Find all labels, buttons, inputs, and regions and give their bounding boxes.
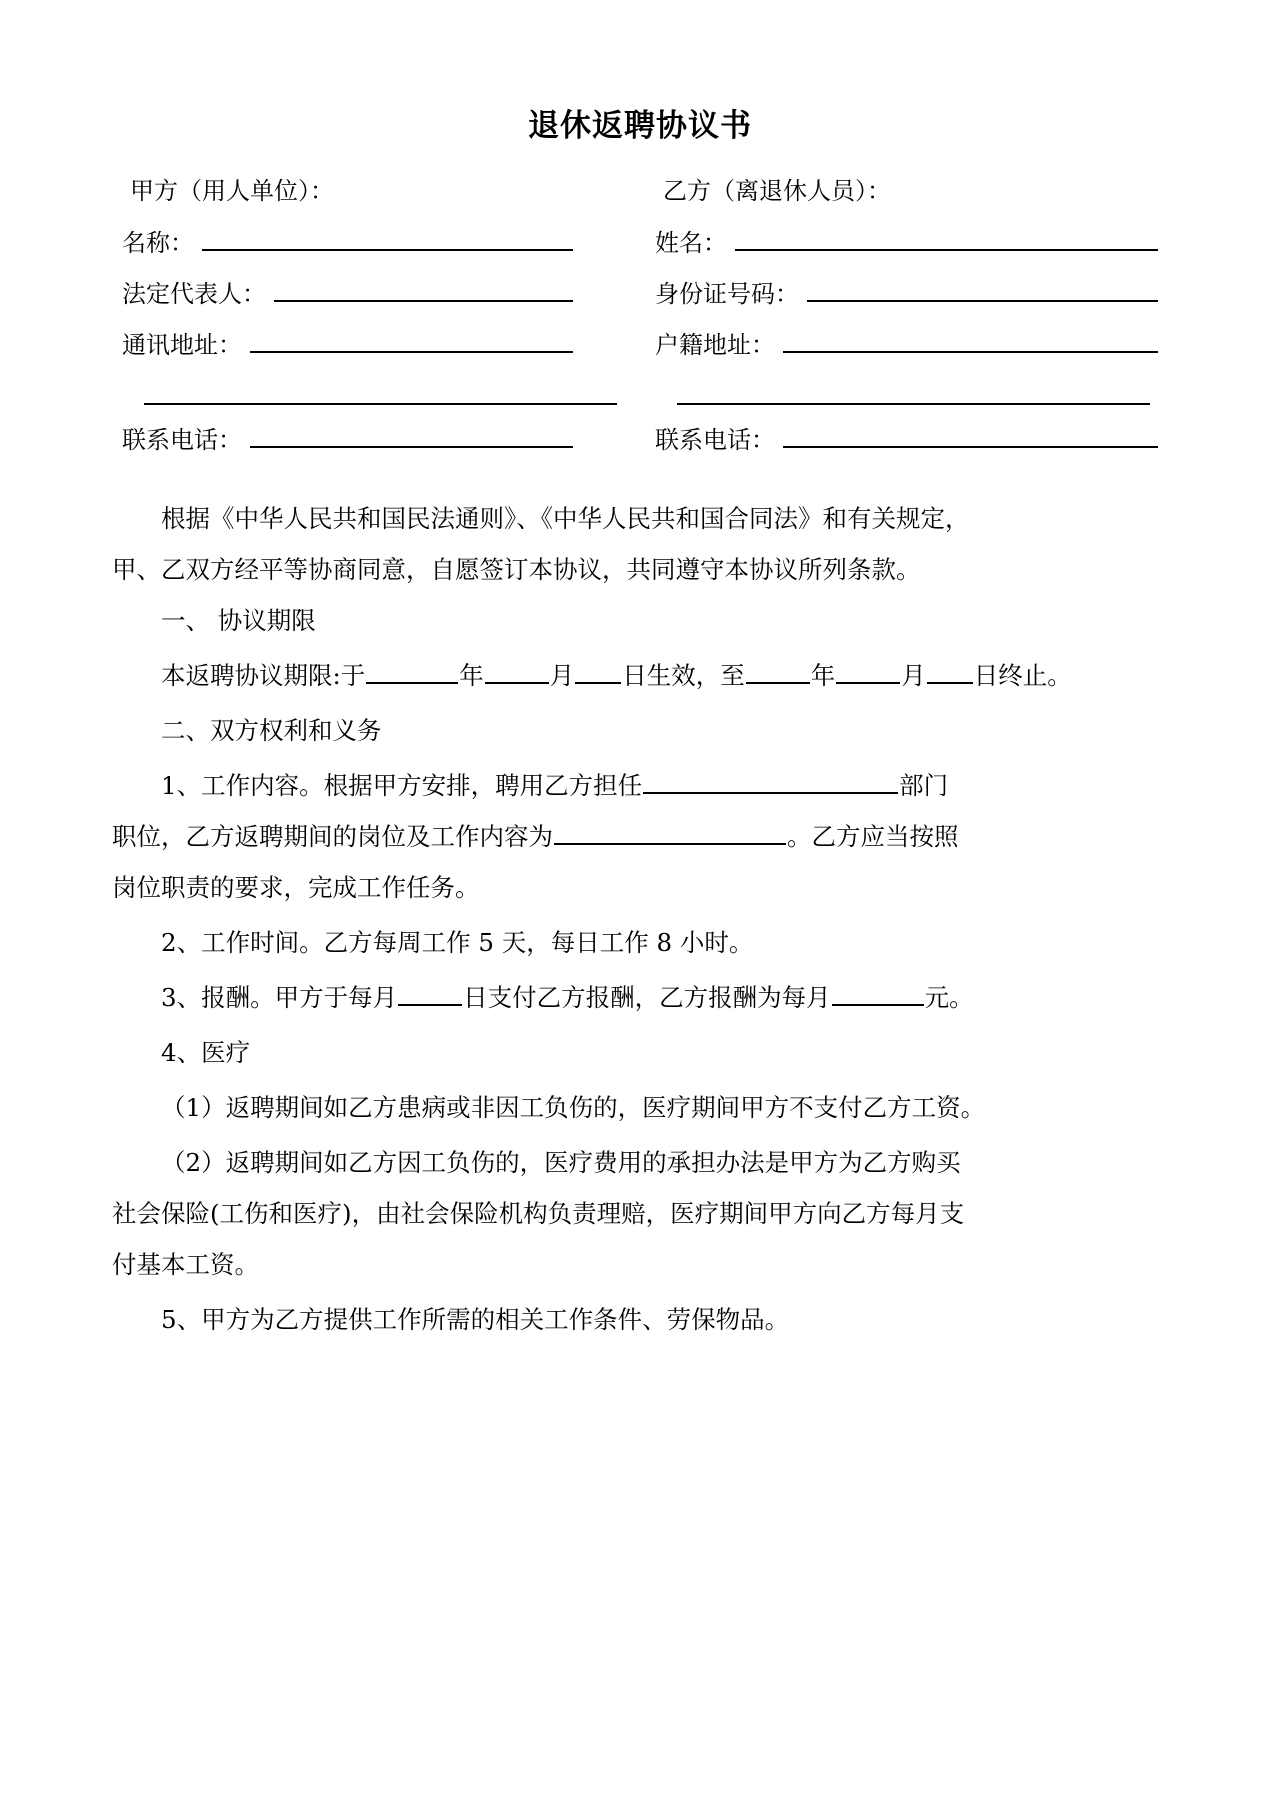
clause-1-line-2	[112, 812, 1168, 861]
party-b-name-field	[635, 227, 1168, 259]
household-address-input[interactable]	[783, 329, 1158, 353]
clause-4-sub-2-line-3: 付基本工资。	[112, 1250, 259, 1280]
section-2-heading: 二、双方权利和义务	[161, 716, 382, 746]
mailing-address-label: 通讯地址：	[122, 331, 242, 360]
mailing-address-field	[112, 329, 635, 361]
page-title: 退休返聘协议书	[528, 108, 752, 144]
clause-1-text-b: 部门	[899, 771, 949, 801]
start-year-input[interactable]	[366, 656, 458, 684]
id-number-label: 身份证号码：	[655, 279, 799, 308]
party-a-name-label: 名称：	[122, 228, 194, 257]
pay-day-input[interactable]	[398, 978, 462, 1006]
clause-1-text-e: 岗位职责的要求，完成工作任务。	[112, 873, 480, 903]
party-b-heading: 乙方（离退休人员）：	[663, 177, 891, 206]
clause-4-sub-2-line-1: （2）返聘期间如乙方因工负伤的，医疗费用的承担办法是甲方为乙方购买	[161, 1148, 961, 1178]
parties-block	[112, 175, 1168, 456]
job-content-input[interactable]	[554, 817, 786, 845]
field-row-name	[112, 227, 1168, 259]
clause-1-line-1	[112, 761, 1168, 810]
id-number-field	[635, 278, 1168, 310]
clause-3-text-c: 元。	[924, 983, 974, 1013]
clause-4-heading: 4、医疗	[161, 1038, 251, 1068]
end-month-input[interactable]	[836, 656, 900, 684]
section-1-heading: 一、 协议期限	[161, 606, 316, 636]
end-year-input[interactable]	[746, 656, 810, 684]
term-prefix: 本返聘协议期限:于	[161, 661, 366, 691]
party-a-phone-label: 联系电话：	[122, 425, 242, 454]
preamble-paragraph-continued	[112, 545, 1168, 594]
party-a-phone-field	[112, 424, 635, 456]
field-row-address-continuation	[112, 381, 1168, 405]
mailing-address-input[interactable]	[250, 329, 573, 353]
clause-1-text-d: 。乙方应当按照	[787, 822, 959, 852]
household-address-field	[635, 329, 1168, 361]
legal-representative-input[interactable]	[274, 278, 573, 302]
clause-3	[112, 973, 1168, 1022]
party-b-name-label: 姓名：	[655, 228, 727, 257]
mailing-address-input-line2[interactable]	[144, 381, 617, 405]
legal-representative-field	[112, 278, 635, 310]
clause-3-text-b: 日支付乙方报酬，乙方报酬为每月	[463, 983, 831, 1013]
party-a-name-field	[112, 227, 635, 259]
section-1-term-line	[112, 651, 1168, 700]
start-day-input[interactable]	[575, 656, 621, 684]
monthly-pay-input[interactable]	[832, 978, 924, 1006]
legal-representative-label: 法定代表人：	[122, 279, 266, 308]
party-b-name-input[interactable]	[735, 227, 1158, 251]
clause-5: 5、甲方为乙方提供工作所需的相关工作条件、劳保物品。	[161, 1305, 790, 1335]
party-a-name-input[interactable]	[202, 227, 573, 251]
preamble-line-2: 甲、乙双方经平等协商同意，自愿签订本协议，共同遵守本协议所列条款。	[112, 555, 921, 585]
party-a-phone-input[interactable]	[250, 424, 573, 448]
department-input[interactable]	[643, 766, 898, 794]
party-b-heading-col	[635, 175, 1168, 207]
id-number-input[interactable]	[807, 278, 1158, 302]
party-a-heading-col	[112, 175, 635, 207]
preamble-line-1: 根据《中华人民共和国民法通则》、《中华人民共和国合同法》和有关规定，	[161, 504, 970, 534]
clause-4-sub-2-line-2: 社会保险(工伤和医疗)，由社会保险机构负责理赔，医疗期间甲方向乙方每月支	[112, 1199, 965, 1229]
clause-2: 2、工作时间。乙方每周工作 5 天，每日工作 8 小时。	[161, 928, 754, 958]
end-day-input[interactable]	[927, 656, 973, 684]
term-year-1: 年	[459, 661, 484, 691]
household-address-input-line2[interactable]	[677, 381, 1150, 405]
agreement-body	[112, 494, 1168, 1344]
party-heading-row	[112, 175, 1168, 207]
start-month-input[interactable]	[485, 656, 549, 684]
term-month-2: 月	[901, 661, 926, 691]
term-year-2: 年	[810, 661, 836, 691]
clause-1-text-a: 1、工作内容。根据甲方安排，聘用乙方担任	[161, 771, 643, 801]
household-address-label: 户籍地址：	[655, 331, 775, 360]
party-b-phone-field	[635, 424, 1168, 456]
field-row-phone	[112, 424, 1168, 456]
clause-3-text-a: 3、报酬。甲方于每月	[161, 983, 398, 1013]
mailing-address-continuation	[112, 381, 635, 405]
party-b-phone-input[interactable]	[783, 424, 1158, 448]
clause-4-sub-1: （1）返聘期间如乙方患病或非因工负伤的，医疗期间甲方不支付乙方工资。	[161, 1093, 986, 1123]
term-month-1: 月	[549, 661, 575, 691]
term-day-1: 日生效，至	[622, 661, 745, 691]
party-a-heading: 甲方（用人单位）：	[130, 177, 334, 206]
field-row-legal-rep	[112, 278, 1168, 310]
clause-1-text-c: 职位，乙方返聘期间的岗位及工作内容为	[112, 822, 553, 852]
party-b-phone-label: 联系电话：	[655, 425, 775, 454]
field-row-address	[112, 329, 1168, 361]
household-address-continuation	[635, 381, 1168, 405]
term-day-2: 日终止。	[973, 661, 1072, 691]
preamble-paragraph	[112, 494, 1168, 543]
clause-1-line-3	[112, 863, 1168, 912]
